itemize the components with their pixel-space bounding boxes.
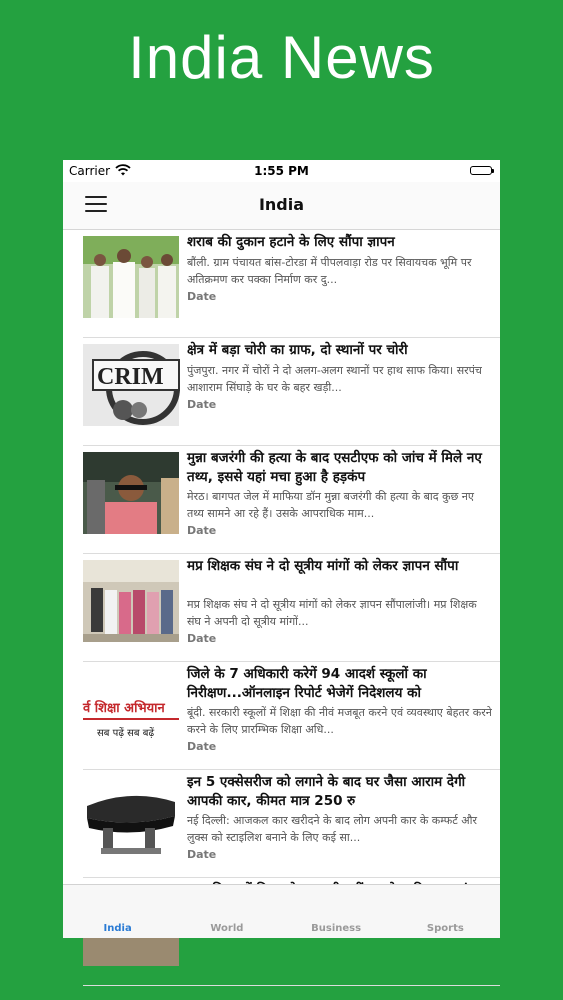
news-item[interactable] (83, 230, 500, 338)
tab-world[interactable]: World (210, 923, 244, 934)
news-item[interactable] (83, 770, 500, 878)
news-summary: मप्र शिक्षक संघ ने दो सूत्रीय मांगों को लेकर ज्ञापन सौंपालांजी। मप्र शिक्षक संघ ने अपनी दो सूत्रीय मांगों... (187, 598, 477, 628)
news-headline: मप्र शिक्षक संघ ने दो सूत्रीय मांगों को लेकर ज्ञापन सौंपा (187, 558, 459, 574)
carrier-label: Carrier (69, 164, 111, 178)
news-date: Date (187, 632, 217, 645)
news-summary: मेरठ। बागपत जेल में माफिया डॉन मुन्ना बजरंगी की हत्या के बाद कुछ नए तथ्य सामने आ रहे हैं। उसके आपराधिक माम... (187, 490, 474, 520)
navigation-bar (63, 182, 500, 230)
news-item[interactable] (83, 338, 500, 446)
news-item[interactable] (83, 446, 500, 554)
news-summary: बूंदी. सरकारी स्कूलों में शिक्षा की नीवं मजबूत करने एवं व्यवस्थाए बेहतर करने करने के लिए प्रारम्भिक शिक्षा अधि... (187, 706, 492, 736)
news-thumbnail (83, 560, 179, 642)
status-bar (63, 160, 500, 182)
news-thumbnail (83, 776, 179, 858)
news-thumbnail (83, 452, 179, 534)
news-date: Date (187, 740, 217, 753)
tab-bar (63, 884, 500, 938)
promo-title: India News (128, 24, 435, 91)
thumbnail-crime-text: CRIM (97, 364, 164, 390)
phone-screen (63, 160, 500, 938)
news-headline: इन 5 एक्सेसरीज को लगाने के बाद घर जैसा आराम देगी आपकी कार, कीमत मात्र 250 रु (187, 774, 466, 809)
news-item[interactable] (83, 554, 500, 662)
news-summary: पुंजपुरा. नगर में चोरों ने दो अलग-अलग स्थानों पर हाथ साफ किया। सरपंच आशाराम सिंघाड़े के घर के बहर खड़ी... (187, 364, 482, 394)
news-date: Date (187, 290, 217, 303)
news-headline: मुन्ना बजरंगी की हत्या के बाद एसटीएफ को जांच में मिले नए तथ्य, इससे यहां मचा हुआ है हड़कंप (187, 450, 482, 485)
news-summary: नई दिल्ली: आजकल कार खरीदने के बाद लोग अपनी कार के कम्फर्ट और लुक्स को स्टाइलिश बनाने के लिए कई सा... (187, 814, 478, 844)
news-headline: जिले के 7 अधिकारी करेगें 94 आदर्श स्कूलों का निरीक्षण...ऑनलाइन रिपोर्ट भेजेगें निदेशलय को (187, 666, 427, 701)
news-date: Date (187, 398, 217, 411)
news-headline: शराब की दुकान हटाने के लिए सौंपा ज्ञापन (187, 234, 395, 250)
news-thumbnail (83, 668, 179, 750)
news-thumbnail (83, 344, 179, 426)
news-feed[interactable] (63, 230, 500, 884)
news-date: Date (187, 848, 217, 861)
news-date: Date (187, 524, 217, 537)
news-headline: क्षेत्र में बड़ा चोरी का ग्राफ, दो स्थानों पर चोरी (187, 342, 408, 358)
tab-india[interactable]: India (103, 923, 132, 934)
news-item[interactable] (83, 662, 500, 770)
news-summary: बौंली. ग्राम पंचायत बांस-टोरडा में पीपलवाड़ा रोड पर सिवायचक भूमि पर अतिक्रमण कर पक्का निर्माण कर दु... (187, 256, 472, 286)
tab-business[interactable]: Business (311, 923, 362, 934)
status-time: 1:55 PM (254, 164, 309, 178)
news-thumbnail (83, 236, 179, 318)
thumbnail-tagline-text: सब पढ़ें सब बढ़ें (97, 728, 155, 739)
thumbnail-logo-text: र्व शिक्षा अभियान (83, 701, 165, 716)
tab-sports[interactable]: Sports (426, 923, 464, 934)
page-title: India (258, 195, 305, 214)
battery-icon (470, 166, 492, 175)
